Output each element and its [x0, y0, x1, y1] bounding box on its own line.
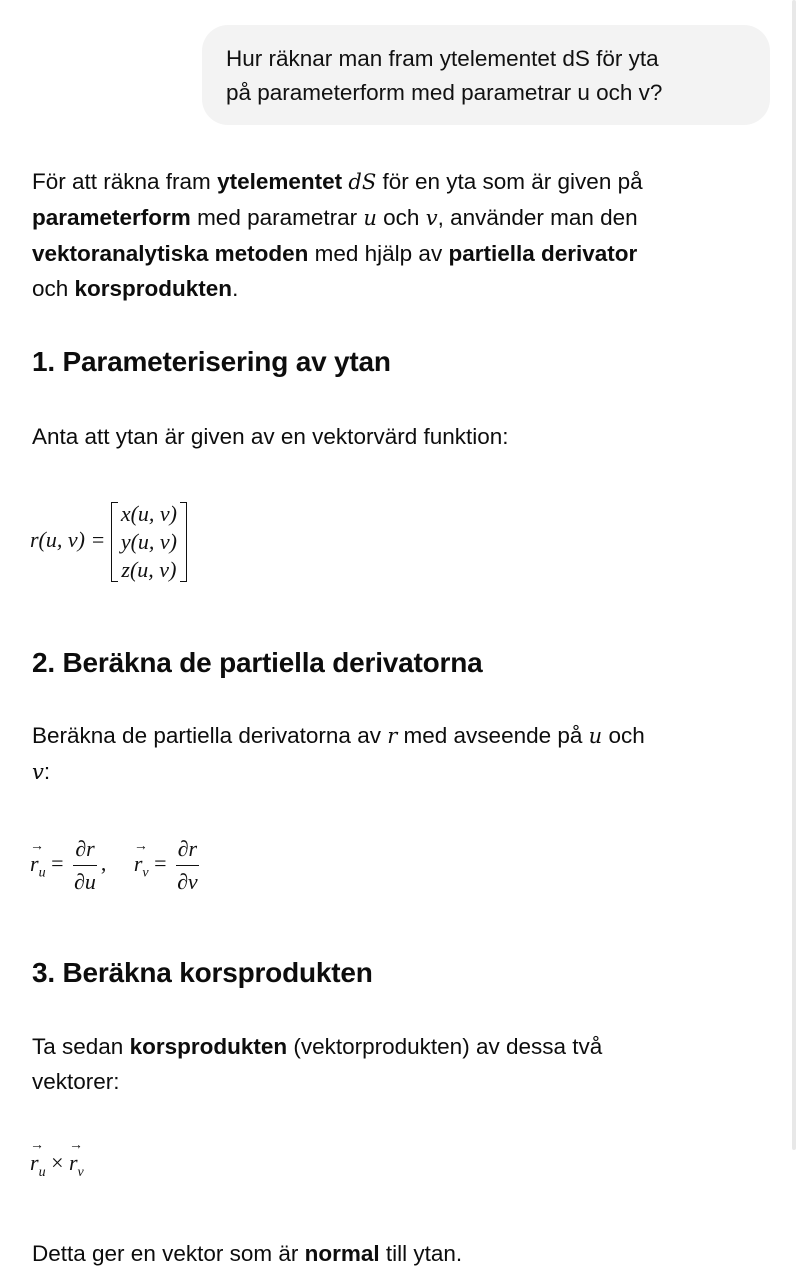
partial-derivatives-formula: → $r_u$ = $\frac{\partial r}{\partial u}$ , → $r_v$ = $\frac{\partial r}{\partial v}$	[30, 836, 203, 895]
section-2-heading: 2. Beräkna de partiella derivatorna	[32, 647, 483, 678]
matrix-row-x: x(u, v)	[120, 501, 178, 526]
cross-product-formula: → $r_u$ × → $r_v$	[30, 1150, 84, 1181]
parametrization-formula	[30, 500, 187, 584]
section-2-text: Beräkna de partiella derivatorna av r med avseende på u och v:	[32, 723, 645, 784]
normal-vector-text: Detta ger en vektor som är normal till ytan.	[32, 1241, 463, 1266]
section-3-heading: 3. Beräkna korsprodukten	[32, 957, 373, 988]
user-message-bubble	[202, 25, 770, 125]
matrix-row-y: y(u, v)	[120, 529, 178, 554]
user-message-line-2: på parameterform med parametrar u och v?	[226, 80, 663, 105]
formula-lhs: r(u, v) =	[30, 527, 106, 553]
section-3-text: Ta sedan korsprodukten (vektorprodukten) av dessa två vektorer:	[32, 1034, 603, 1094]
vector-matrix	[111, 500, 187, 584]
intro-paragraph: För att räkna fram ytelementet dS för en yta som är given på parameterform med parametrar u och v, använder man den vektoranalytiska metoden med hjälp av partiella derivator och korsprodukten.	[32, 169, 643, 301]
user-message-line-1: Hur räknar man fram ytelementet dS för yta	[226, 46, 659, 71]
scrollbar[interactable]	[792, 0, 796, 1150]
section-1-heading: 1. Parameterisering av ytan	[32, 346, 391, 377]
section-1-text: Anta att ytan är given av en vektorvärd funktion:	[32, 424, 509, 449]
matrix-row-z: z(u, v)	[121, 557, 177, 582]
